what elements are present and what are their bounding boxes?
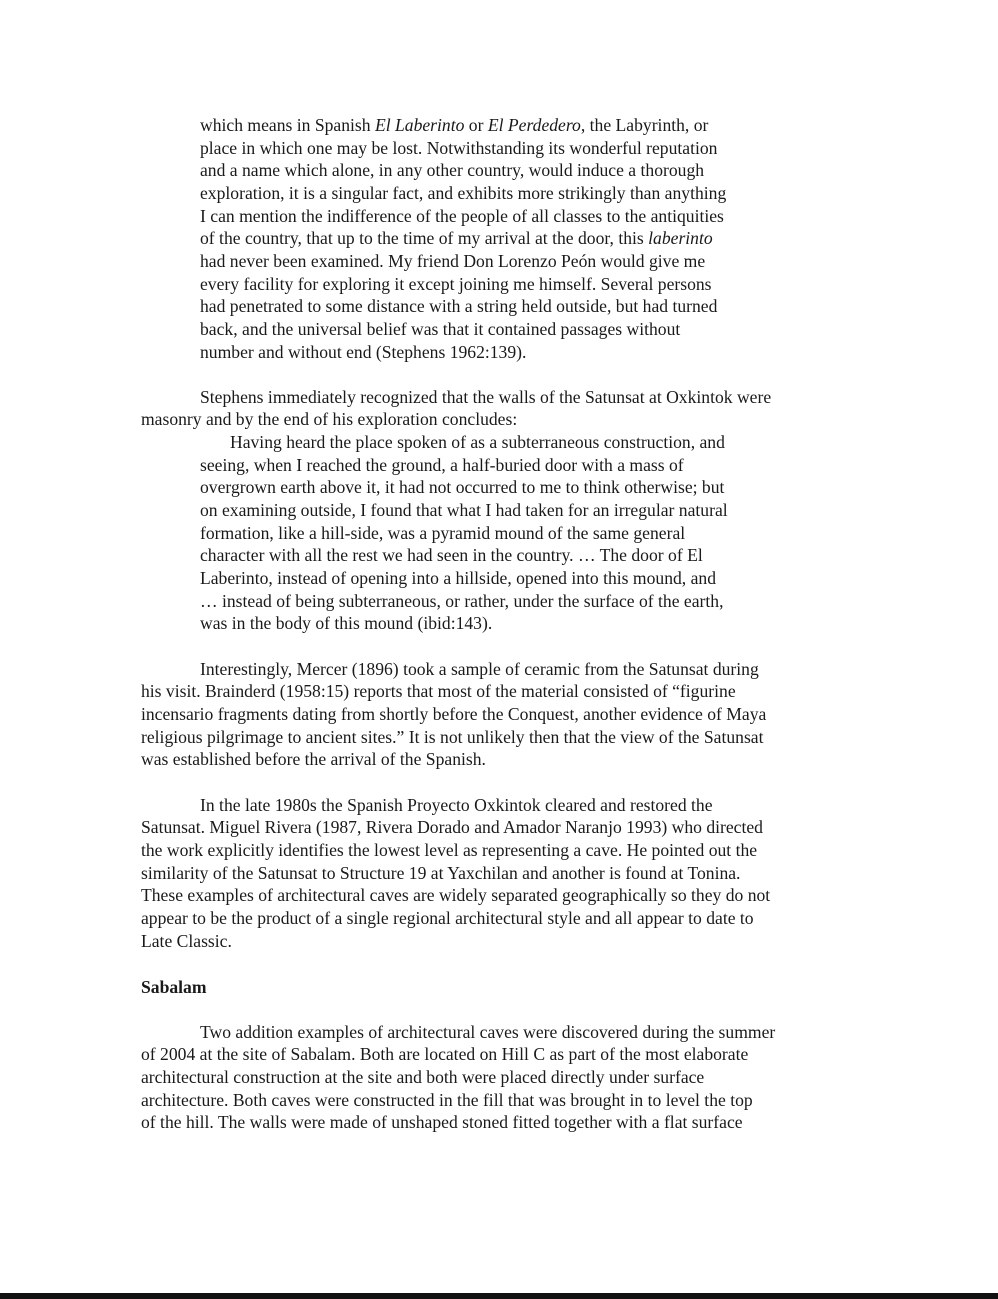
para1-line-2: masonry and by the end of his exploration concludes: [141, 409, 518, 429]
quote2-line-2: seeing, when I reached the ground, a half-buried door with a mass of [200, 455, 684, 475]
page-bottom-border [0, 1293, 998, 1299]
para2-line-1: Interestingly, Mercer (1896) took a sample of ceramic from the Satunsat during [200, 659, 759, 679]
quote1-line-10: back, and the universal belief was that it contained passages without [200, 319, 681, 339]
quote1-line-1-italic-el-laberinto: El Laberinto [374, 115, 465, 135]
para3-line-7: Late Classic. [141, 931, 232, 951]
para2-line-5: was established before the arrival of the Spanish. [141, 749, 486, 769]
para3-line-3: the work explicitly identifies the lowest level as representing a cave. He pointed out the [141, 840, 758, 860]
para4-line-4: architecture. Both caves were constructed in the fill that was brought in to level the top [141, 1090, 753, 1110]
quote2-line-5: formation, like a hill-side, was a pyramid mound of the same general [200, 523, 686, 543]
quote2-line-4: on examining outside, I found that what I had taken for an irregular natural [200, 500, 728, 520]
para3-line-6: appear to be the product of a single regional architectural style and all appear to date to [141, 908, 754, 928]
section-heading-sabalam: Sabalam [141, 977, 207, 997]
quote1-line-2: place in which one may be lost. Notwithstanding its wonderful reputation [200, 138, 718, 158]
quote1-line-8: every facility for exploring it except joining me himself. Several persons [200, 274, 712, 294]
quote1-line-1-text-a: which means in Spanish [200, 115, 375, 135]
para4-line-5: of the hill. The walls were made of unshaped stoned fitted together with a flat surface [141, 1112, 743, 1132]
quote1-line-6-text-a: of the country, that up to the time of my arrival at the door, this [200, 228, 649, 248]
quote1-line-1-italic-el-perdedero: El Perdedero [487, 115, 581, 135]
quote1-line-1-text-e: , the Labyrinth, or [580, 115, 709, 135]
quote1-line-5: I can mention the indifference of the people of all classes to the antiquities [200, 206, 724, 226]
quote2-line-1: Having heard the place spoken of as a subterraneous construction, and [230, 432, 725, 452]
quote1-line-1 [200, 114, 708, 136]
quote1-line-3: and a name which alone, in any other country, would induce a thorough [200, 160, 705, 180]
quote1-line-7: had never been examined. My friend Don Lorenzo Peón would give me [200, 251, 706, 271]
quote1-line-11: number and without end (Stephens 1962:139). [200, 342, 527, 362]
para2-line-2: his visit. Brainderd (1958:15) reports that most of the material consisted of “figurine [141, 681, 736, 701]
quote1-line-4: exploration, it is a singular fact, and exhibits more strikingly than anything [200, 183, 727, 203]
para4-line-3: architectural construction at the site and both were placed directly under surface [141, 1067, 705, 1087]
quote2-line-6: character with all the rest we had seen in the country. … The door of El [200, 545, 703, 565]
para2-line-3: incensario fragments dating from shortly before the Conquest, another evidence of Maya [141, 704, 767, 724]
quote2-line-8: … instead of being subterraneous, or rather, under the surface of the earth, [200, 591, 724, 611]
para3-line-2: Satunsat. Miguel Rivera (1987, Rivera Dorado and Amador Naranjo 1993) who directed [141, 817, 763, 837]
quote2-line-3: overgrown earth above it, it had not occurred to me to think otherwise; but [200, 477, 725, 497]
para3-line-1: In the late 1980s the Spanish Proyecto Oxkintok cleared and restored the [200, 795, 713, 815]
quote2-line-7: Laberinto, instead of opening into a hillside, opened into this mound, and [200, 568, 716, 588]
para3-line-4: similarity of the Satunsat to Structure 19 at Yaxchilan and another is found at Tonina. [141, 863, 741, 883]
para2-line-4: religious pilgrimage to ancient sites.” It is not unlikely then that the view of the Satunsat [141, 727, 764, 747]
quote1-line-6-italic-laberinto: laberinto [648, 228, 713, 248]
para1-line-1: Stephens immediately recognized that the walls of the Satunsat at Oxkintok were [200, 387, 772, 407]
quote1-line-1-text-c: or [464, 115, 488, 135]
quote2-line-9: was in the body of this mound (ibid:143). [200, 613, 493, 633]
quote1-line-9: had penetrated to some distance with a string held outside, but had turned [200, 296, 718, 316]
para4-line-1: Two addition examples of architectural caves were discovered during the summer [200, 1022, 776, 1042]
quote1-line-6 [200, 227, 713, 249]
para4-line-2: of 2004 at the site of Sabalam. Both are located on Hill C as part of the most elaborate [141, 1044, 749, 1064]
para3-line-5: These examples of architectural caves are widely separated geographically so they do not [141, 885, 771, 905]
